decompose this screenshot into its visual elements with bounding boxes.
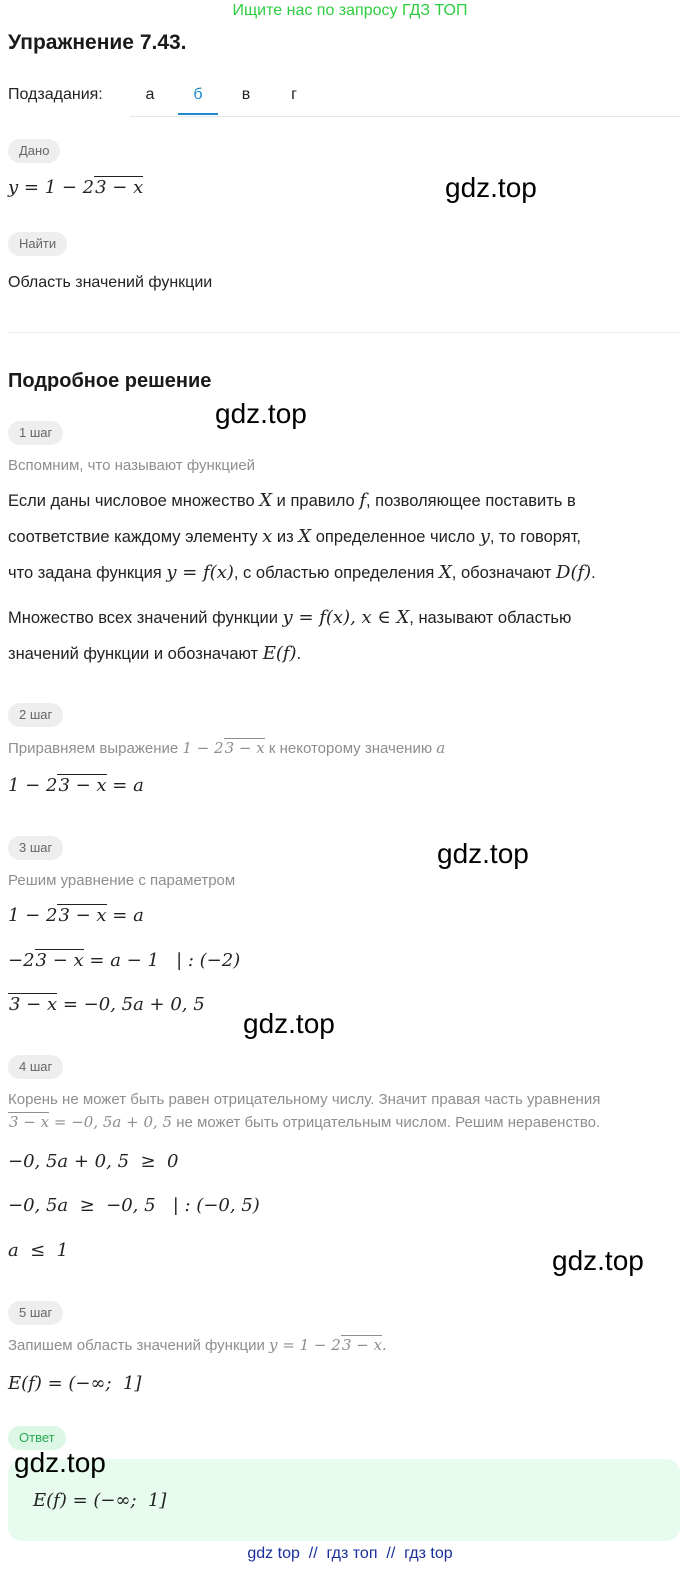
find-text: Область значений функции (8, 274, 213, 291)
step-4-tag: 4 шаг (8, 1055, 63, 1079)
step-3-equation-3: 3 − x = −0, 5a + 0, 5 (9, 994, 205, 1015)
step-1-definition: Если даны числовое множество X и правило f, позволяющее поставить в соответствие каждому элементу x из X определенное число y, то говорят, что задана функция y = f(x), с областью определения X, обозначают D(f). (8, 490, 596, 583)
step-2-equation: 1 − 23 − x = a (8, 775, 144, 796)
tab-b[interactable]: б (178, 76, 218, 115)
watermark: gdz.top (437, 838, 529, 869)
tab-g[interactable]: г (291, 86, 297, 103)
watermark: gdz.top (14, 1447, 106, 1478)
watermark: gdz.top (445, 172, 537, 203)
subtask-tabs (130, 76, 680, 117)
step-1-tag: 1 шаг (8, 421, 63, 445)
step-1-hint: Вспомним, что называют функцией (8, 457, 256, 474)
search-hint-banner: Ищите нас по запросу ГДЗ ТОП (232, 2, 468, 19)
step-3-hint: Решим уравнение с параметром (8, 872, 236, 889)
step-4-inequality-1: −0, 5a + 0, 5 ≥ 0 (8, 1151, 179, 1172)
subtasks-label: Подзадания: (8, 86, 103, 103)
watermark: gdz.top (243, 1008, 335, 1039)
step-4-hint-1: Корень не может быть равен отрицательному числу. Значит правая часть уравнения (8, 1091, 601, 1108)
step-3-equation-2: −23 − x = a − 1 | : (−2) (8, 950, 241, 971)
step-4-hint-2: 3 − x = −0, 5a + 0, 5 не может быть отрицательным числом. Решим неравенство. (9, 1113, 601, 1131)
given-formula: y = 1 − 23 − x (8, 177, 144, 198)
find-tag: Найти (8, 232, 67, 256)
page-title: Упражнение 7.43. (8, 31, 187, 54)
step-4-inequality-3: a ≤ 1 (8, 1240, 69, 1261)
given-tag: Дано (8, 139, 60, 163)
step-2-hint: Приравняем выражение 1 − 23 − x к некоторому значению a (8, 739, 446, 757)
step-3-tag: 3 шаг (8, 836, 63, 860)
footer-links[interactable]: gdz top // гдз топ // гдз top (247, 1545, 453, 1562)
tab-v[interactable]: в (241, 86, 251, 103)
solution-title: Подробное решение (8, 370, 212, 392)
divider (8, 332, 680, 333)
step-5-tag: 5 шаг (8, 1301, 63, 1325)
step-1-range-definition: Множество всех значений функции y = f(x), x ∈ X, называют областью значений функции и обозначают E(f). (8, 607, 572, 664)
watermark: gdz.top (215, 398, 307, 429)
step-3-equation-1: 1 − 23 − x = a (8, 905, 144, 926)
step-4-inequality-2: −0, 5a ≥ −0, 5 | : (−0, 5) (8, 1195, 260, 1216)
tab-a[interactable]: а (145, 86, 155, 103)
watermark: gdz.top (552, 1245, 644, 1276)
step-2-tag: 2 шаг (8, 703, 63, 727)
step-5-hint: Запишем область значений функции y = 1 − 23 − x. (8, 1336, 387, 1354)
answer-tag: Ответ (8, 1426, 66, 1450)
answer-value: E(f) = (−∞; 1] (33, 1490, 167, 1511)
step-5-result: E(f) = (−∞; 1] (8, 1373, 142, 1394)
